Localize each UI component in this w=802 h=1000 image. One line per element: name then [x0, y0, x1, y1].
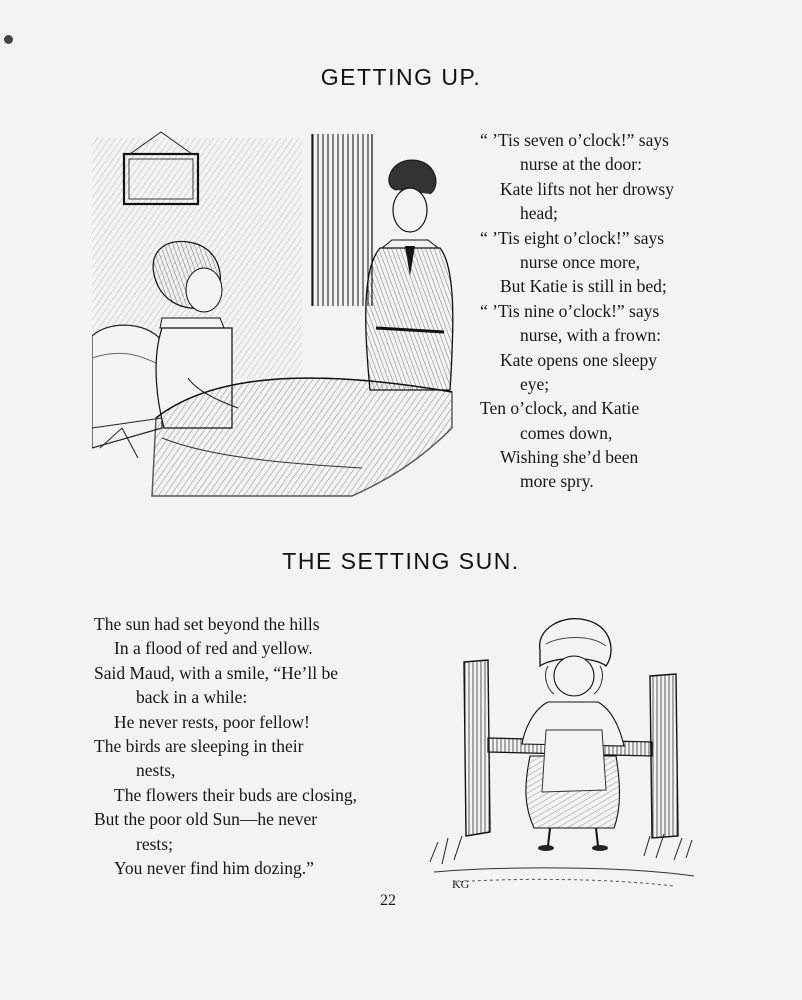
poem-line: nurse, with a frown: [520, 325, 661, 346]
poem-line: nurse at the door: [520, 154, 642, 175]
illustration-nurse-and-child [92, 128, 462, 498]
poem-line: “ ’Tis eight o’clock!” says [480, 227, 665, 248]
poem-line: comes down, [520, 422, 613, 443]
svg-text:KG: KG [452, 877, 470, 891]
poem-line: You never find him dozing.” [114, 857, 314, 878]
poem-line: Ten o’clock, and Katie [480, 398, 640, 419]
poem-line: “ ’Tis seven o’clock!” says [480, 130, 669, 150]
poem-line: But Katie is still in bed; [500, 276, 667, 297]
poem-line: Said Maud, with a smile, “He’ll be [94, 662, 338, 683]
poem-line: nurse once more, [520, 251, 641, 272]
poem-line: The sun had set beyond the hills [94, 614, 320, 634]
poem-line: Kate lifts not her drowsy [500, 178, 674, 199]
poem-title-setting-sun: THE SETTING SUN. [282, 548, 520, 574]
poem-line: more spry. [520, 471, 594, 492]
poem-line: The flowers their buds are closing, [114, 784, 357, 805]
poem-text-setting-sun [94, 612, 400, 880]
poem-line: nests, [136, 760, 176, 781]
poem-line: head; [520, 203, 558, 224]
poem-line: “ ’Tis nine o’clock!” says [480, 300, 660, 321]
illustration-girl-at-fence [424, 610, 704, 896]
poem-title-getting-up: GETTING UP. [320, 64, 482, 90]
poem-line: But the poor old Sun—he never [94, 809, 318, 830]
poem-line: He never rests, poor fellow! [114, 711, 310, 732]
poem-line: Wishing she’d been [500, 447, 639, 468]
poem-line: In a flood of red and yellow. [114, 638, 313, 659]
poem-line: rests; [136, 833, 173, 854]
ink-speck [4, 35, 13, 44]
page-number: 22 [380, 892, 396, 909]
poem-line: Kate opens one sleepy [500, 349, 657, 370]
poem-line: The birds are sleeping in their [94, 735, 304, 756]
poem-line: back in a while: [136, 687, 248, 708]
poem-line: eye; [520, 373, 550, 394]
poem-text-getting-up [472, 128, 702, 494]
